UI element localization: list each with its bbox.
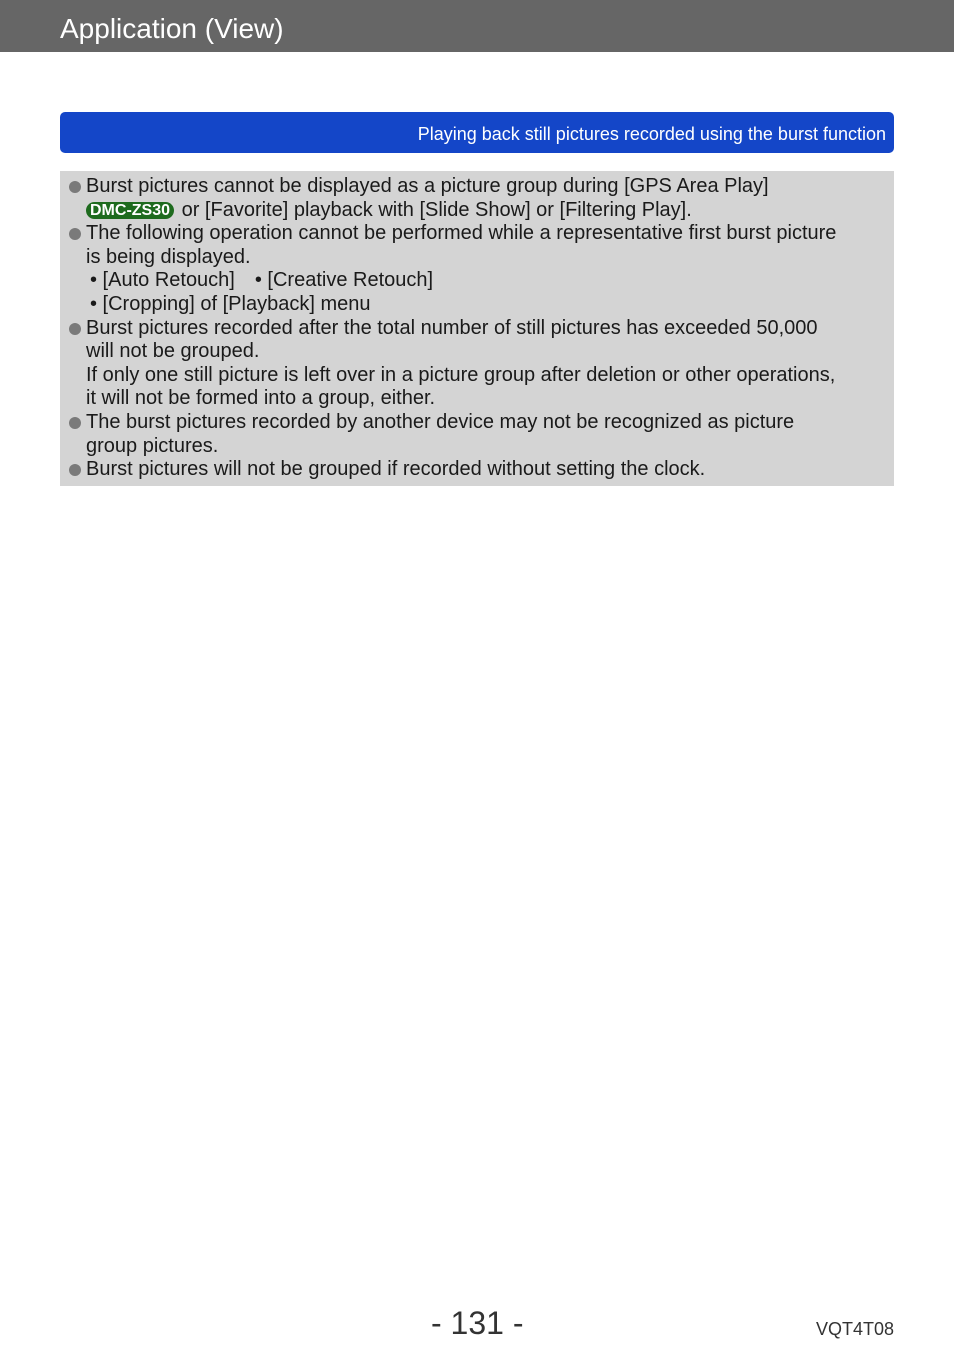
sub-item-row xyxy=(86,269,888,293)
note-line: group pictures. xyxy=(86,434,219,457)
section-bar xyxy=(60,112,894,153)
sub-item: • [Auto Retouch] xyxy=(90,269,235,292)
page-number: - 131 - xyxy=(431,1305,524,1341)
bullet-icon xyxy=(69,181,81,193)
notes-box xyxy=(60,171,894,486)
note-item xyxy=(60,222,894,316)
section-title: Playing back still pictures recorded using the burst function xyxy=(417,124,886,144)
bullet-icon xyxy=(69,417,81,429)
sub-item-row xyxy=(86,293,888,317)
note-line: or [Favorite] playback with [Slide Show] or [Filtering Play]. xyxy=(181,198,692,221)
notes-list xyxy=(60,175,894,482)
note-line: it will not be formed into a group, either. xyxy=(86,387,436,410)
note-item xyxy=(60,175,894,222)
note-line: will not be grouped. xyxy=(86,340,260,363)
note-line-with-badge xyxy=(86,199,888,223)
bullet-icon xyxy=(69,464,81,476)
note-line: The following operation cannot be performed while a representative first burst picture xyxy=(86,222,837,245)
note-item xyxy=(60,317,894,411)
bullet-icon xyxy=(69,228,81,240)
bullet-icon xyxy=(69,323,81,335)
note-line: Burst pictures cannot be displayed as a picture group during [GPS Area Play] xyxy=(86,175,769,197)
page-header xyxy=(0,0,954,52)
note-line: If only one still picture is left over in a picture group after deletion or other operations, xyxy=(86,363,836,386)
note-line: The burst pictures recorded by another device may not be recognized as picture xyxy=(86,410,795,433)
note-line: Burst pictures will not be grouped if recorded without setting the clock. xyxy=(86,458,706,481)
note-item xyxy=(60,458,894,482)
model-badge: DMC-ZS30 xyxy=(86,202,174,219)
sub-item: • [Creative Retouch] xyxy=(254,269,434,292)
header-title: Application (View) xyxy=(60,13,284,44)
note-item xyxy=(60,411,894,458)
note-line: is being displayed. xyxy=(86,245,251,268)
sub-item: • [Cropping] of [Playback] menu xyxy=(90,292,371,315)
document-code: VQT4T08 xyxy=(815,1319,894,1339)
note-line: Burst pictures recorded after the total number of still pictures has exceeded 50,000 xyxy=(86,316,818,339)
